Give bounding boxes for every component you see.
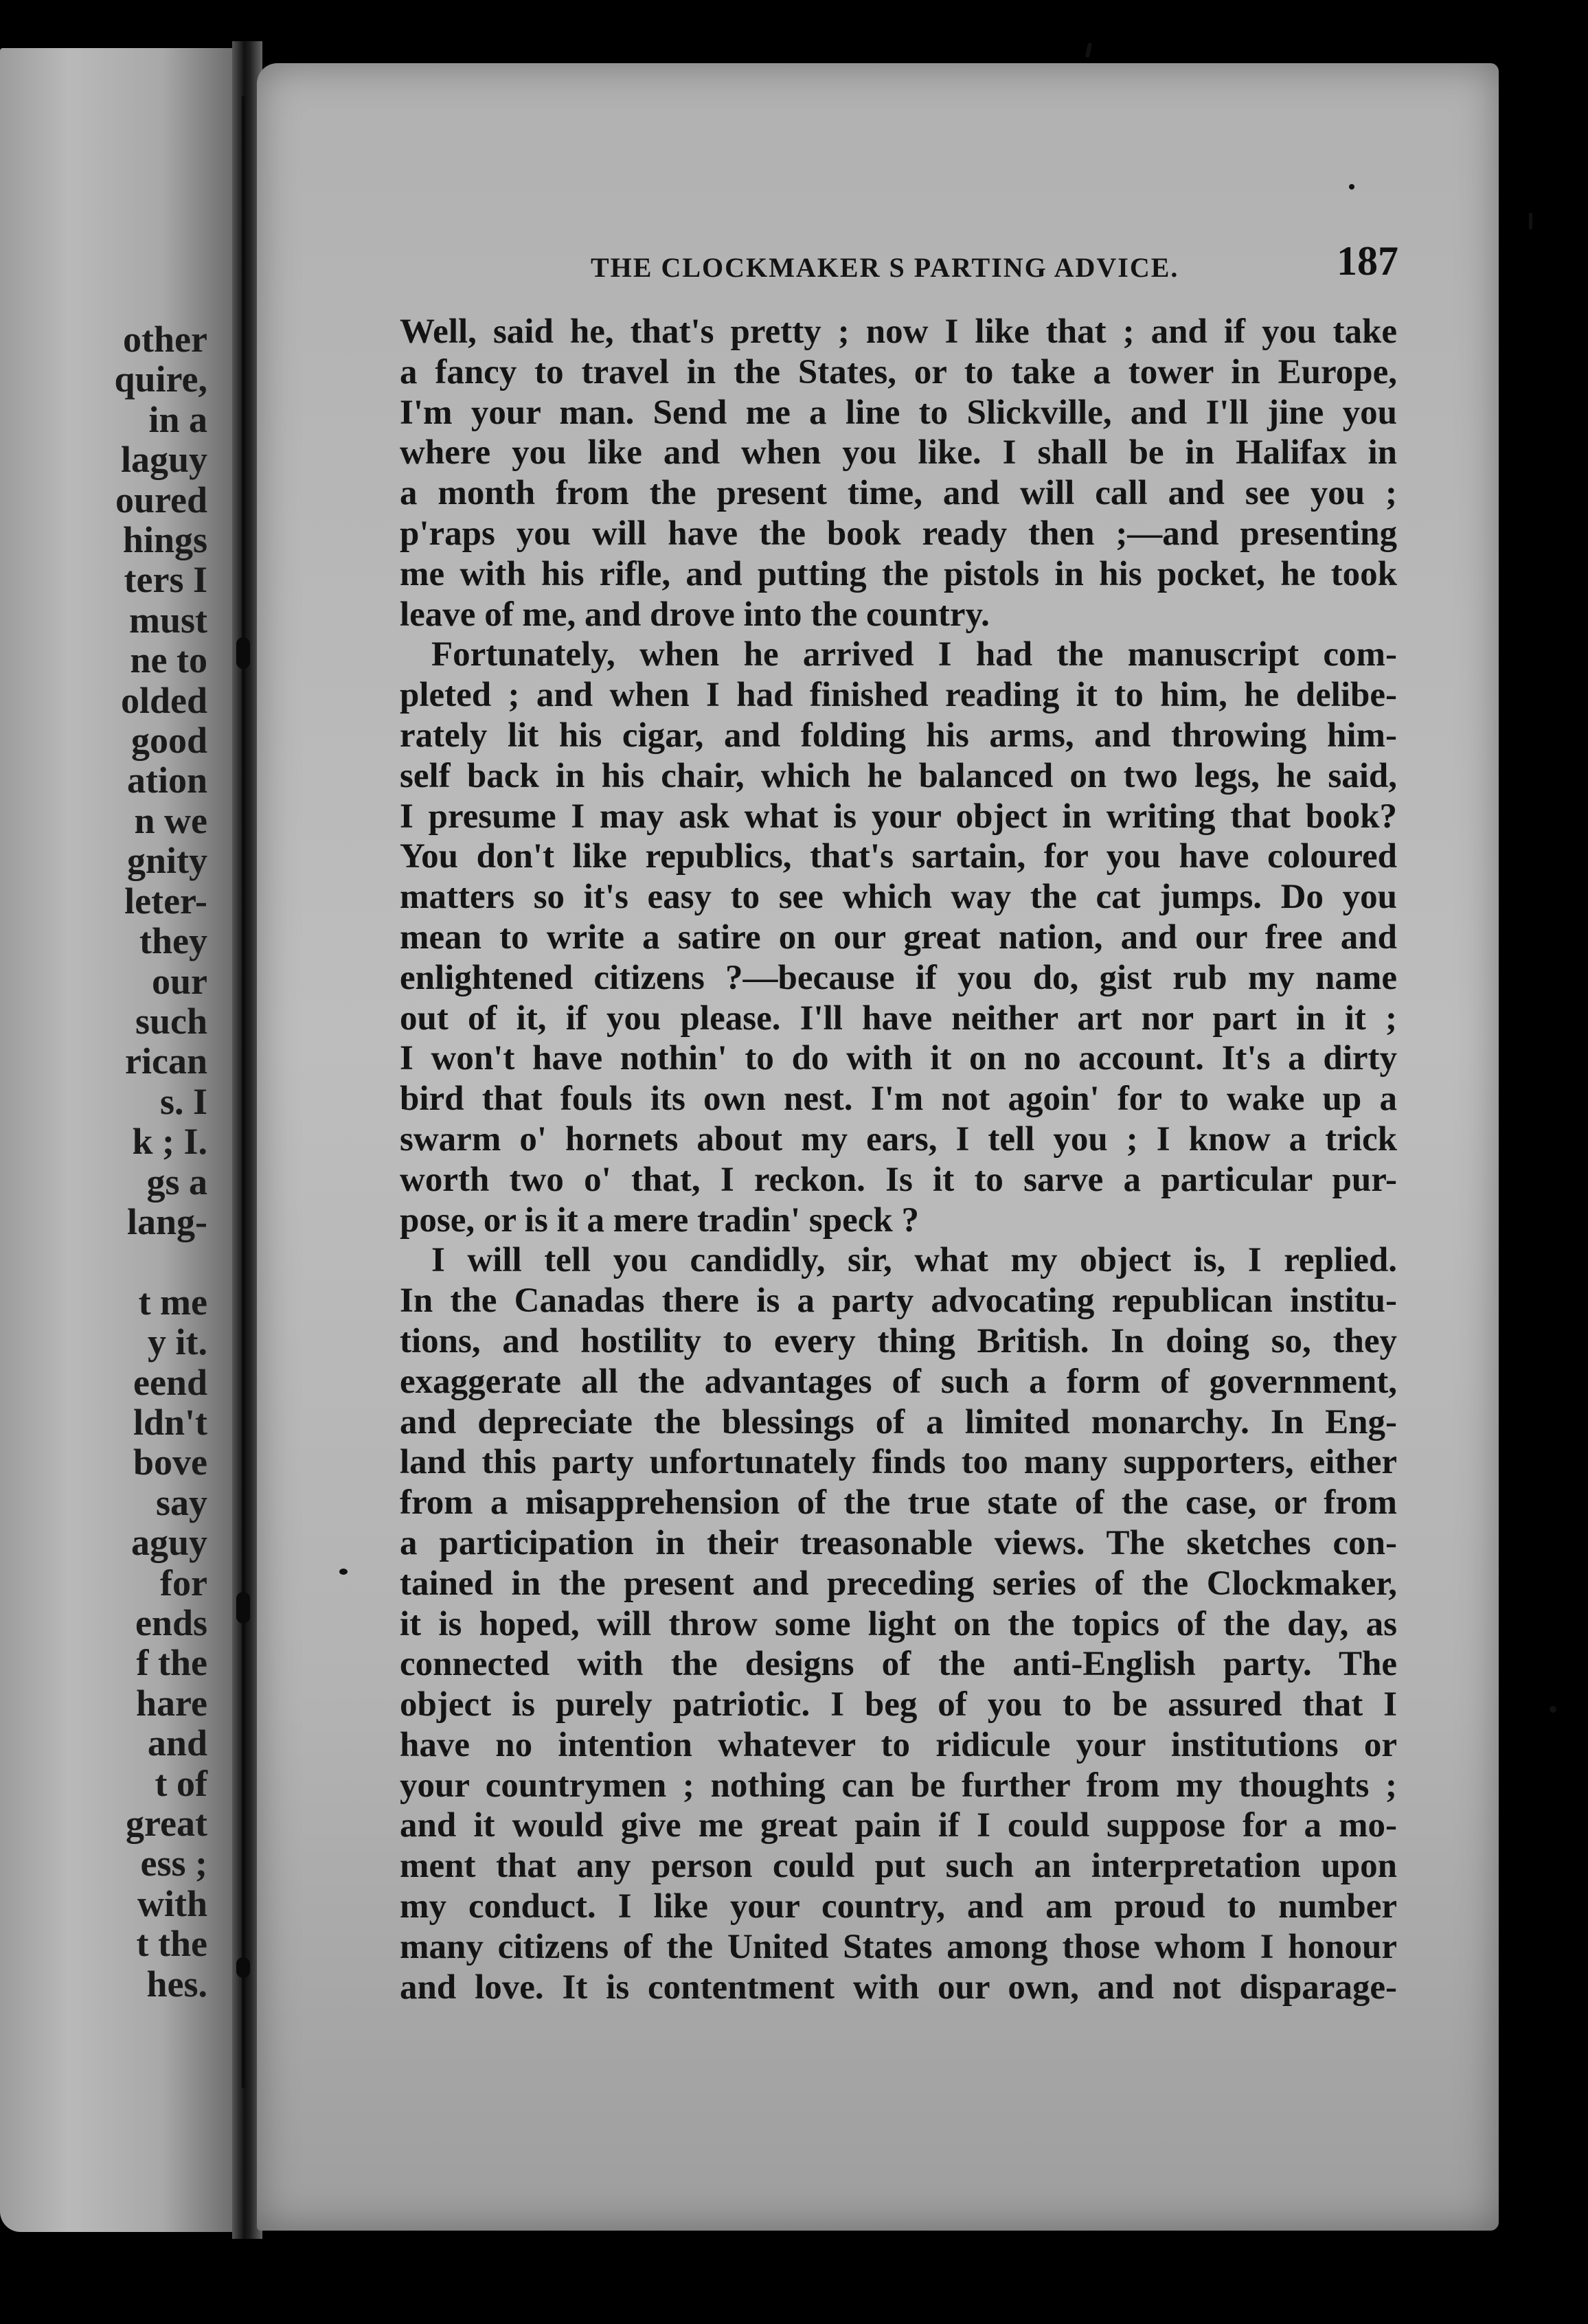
text-line: from a misapprehension of the true state of the case, or from bbox=[400, 1483, 1397, 1523]
text-line: I'm your man. Send me a line to Slickville, and I'll jine you bbox=[400, 393, 1397, 432]
binding-stitch-mark bbox=[236, 1957, 250, 1978]
scan-speck bbox=[1349, 184, 1354, 190]
text-line: tained in the present and preceding series of the Clockmaker, bbox=[400, 1564, 1397, 1603]
text-line: and depreciate the blessings of a limited monarchy. In Eng- bbox=[400, 1402, 1397, 1442]
text-line: a month from the present time, and will call and see you ; bbox=[400, 474, 1397, 513]
left-line: other bbox=[123, 319, 207, 360]
left-line: t me bbox=[138, 1281, 207, 1323]
left-line: with bbox=[137, 1882, 207, 1924]
left-line: must bbox=[128, 599, 207, 641]
left-line: they bbox=[139, 920, 207, 962]
text-line: where you like and when you like. I shall be in Halifax in bbox=[400, 433, 1397, 472]
left-line: rican bbox=[125, 1040, 207, 1082]
left-line: olded bbox=[120, 679, 207, 721]
text-line: You don't like republics, that's sartain, for you have coloured bbox=[400, 837, 1397, 876]
left-line: ends bbox=[135, 1602, 207, 1643]
text-line: me with his rifle, and putting the pistols in his pocket, he took bbox=[400, 554, 1397, 593]
left-line: ation bbox=[126, 760, 207, 801]
left-line: leter- bbox=[124, 880, 207, 922]
text-line: bird that fouls its own nest. I'm not agoin' for to wake up a bbox=[400, 1080, 1397, 1119]
left-line: gnity bbox=[126, 840, 207, 882]
text-line: land this party unfortunately finds too many supporters, either bbox=[400, 1443, 1397, 1482]
left-line: and bbox=[147, 1722, 207, 1764]
left-line: lang- bbox=[126, 1200, 207, 1242]
spine-thread bbox=[242, 96, 245, 2088]
left-line: f the bbox=[136, 1642, 207, 1684]
left-page bbox=[0, 48, 232, 2232]
left-line-gap bbox=[0, 1242, 207, 1281]
text-line: and love. It is contentment with our own, and not disparage- bbox=[400, 1968, 1397, 2007]
text-line: Well, said he, that's pretty ; now I like that ; and if you take bbox=[400, 312, 1397, 351]
left-line: ess ; bbox=[140, 1843, 207, 1884]
text-line: connected with the designs of the anti-English party. The bbox=[400, 1645, 1397, 1684]
left-line: bove bbox=[133, 1442, 207, 1483]
left-line: y it. bbox=[148, 1321, 207, 1363]
text-line: ment that any person could put such an interpretation upon bbox=[400, 1847, 1397, 1886]
left-line: our bbox=[152, 960, 207, 1002]
left-line: good bbox=[131, 720, 207, 762]
scan-speck bbox=[1085, 43, 1092, 58]
text-line: enlightened citizens ?—because if you do, gist rub my name bbox=[400, 958, 1397, 997]
running-head: THE CLOCKMAKER S PARTING ADVICE. bbox=[591, 252, 1179, 283]
text-line: have no intention whatever to ridicule your institutions or bbox=[400, 1725, 1397, 1764]
page-number: 187 bbox=[1337, 238, 1398, 284]
left-line: k ; I. bbox=[132, 1121, 207, 1163]
left-line: hare bbox=[136, 1682, 207, 1724]
text-line: many citizens of the United States among those whom I honour bbox=[400, 1927, 1397, 1966]
left-line: ldn't bbox=[133, 1401, 207, 1443]
left-line: in a bbox=[148, 398, 207, 440]
scan-speck bbox=[1529, 213, 1532, 229]
text-line: I won't have nothin' to do with it on no account. It's a dirty bbox=[400, 1039, 1397, 1078]
text-line: a participation in their treasonable views. The sketches con- bbox=[400, 1523, 1397, 1562]
text-line: pleted ; and when I had finished reading it to him, he delibe- bbox=[400, 676, 1397, 715]
text-line: mean to write a satire on our great nation, and our free and bbox=[400, 918, 1397, 957]
left-line: say bbox=[155, 1481, 207, 1523]
text-line: a fancy to travel in the States, or to take a tower in Europe, bbox=[400, 352, 1397, 391]
text-line: p'raps you will have the book ready then ;—and presenting bbox=[400, 514, 1397, 553]
left-line: t of bbox=[155, 1762, 207, 1804]
text-line: out of it, if you please. I'll have neither art nor part in it ; bbox=[400, 999, 1397, 1038]
text-line: and it would give me great pain if I could suppose for a mo- bbox=[400, 1806, 1397, 1845]
text-line: matters so it's easy to see which way the cat jumps. Do you bbox=[400, 878, 1397, 917]
left-line: n we bbox=[134, 799, 207, 841]
left-line: eend bbox=[133, 1361, 207, 1403]
text-line: leave of me, and drove into the country. bbox=[400, 595, 990, 634]
text-line: pose, or is it a mere tradin' speck ? bbox=[400, 1200, 919, 1240]
text-line: In the Canadas there is a party advocating republican institu- bbox=[400, 1281, 1397, 1321]
left-line: hes. bbox=[146, 1963, 207, 2005]
text-line: rately lit his cigar, and folding his arms, and throwing him- bbox=[400, 716, 1397, 755]
text-line: it is hoped, will throw some light on the topics of the day, as bbox=[400, 1604, 1397, 1643]
text-line: exaggerate all the advantages of such a form of government, bbox=[400, 1362, 1397, 1401]
scan-speck bbox=[339, 1569, 348, 1575]
left-line: aguy bbox=[131, 1522, 207, 1564]
left-line: hings bbox=[122, 519, 207, 561]
left-line: for bbox=[160, 1562, 207, 1604]
text-line: I will tell you candidly, sir, what my object is, I replied. bbox=[431, 1241, 1397, 1280]
left-line: s. I bbox=[159, 1080, 207, 1122]
left-line: t the bbox=[136, 1923, 207, 1965]
text-line: I presume I may ask what is your object in writing that book? bbox=[400, 797, 1397, 836]
text-line: swarm o' hornets about my ears, I tell you ; I know a trick bbox=[400, 1119, 1397, 1159]
text-line: tions, and hostility to every thing British. In doing so, they bbox=[400, 1321, 1397, 1360]
left-line: gs a bbox=[146, 1161, 207, 1203]
text-line: object is purely patriotic. I beg of you to be assured that I bbox=[400, 1685, 1397, 1724]
binding-stitch-mark bbox=[236, 637, 250, 669]
text-line: my conduct. I like your country, and am proud to number bbox=[400, 1887, 1397, 1926]
scan-speck bbox=[1550, 1706, 1556, 1713]
body-text bbox=[400, 312, 1397, 2007]
left-line: ters I bbox=[124, 559, 207, 601]
text-line: self back in his chair, which he balanced on two legs, he said, bbox=[400, 756, 1397, 795]
text-line: your countrymen ; nothing can be further from my thoughts ; bbox=[400, 1766, 1397, 1805]
left-line: quire, bbox=[114, 358, 207, 400]
left-line: laguy bbox=[120, 439, 207, 481]
binding-stitch-mark bbox=[236, 1592, 250, 1624]
text-line: worth two o' that, I reckon. Is it to sarve a particular pur- bbox=[400, 1160, 1397, 1199]
left-line: great bbox=[126, 1803, 207, 1845]
left-line: ne to bbox=[130, 639, 207, 681]
left-line: oured bbox=[115, 479, 207, 521]
text-line: Fortunately, when he arrived I had the manuscript com- bbox=[431, 635, 1397, 674]
left-page-text bbox=[0, 319, 207, 2004]
left-line: such bbox=[135, 1000, 207, 1042]
